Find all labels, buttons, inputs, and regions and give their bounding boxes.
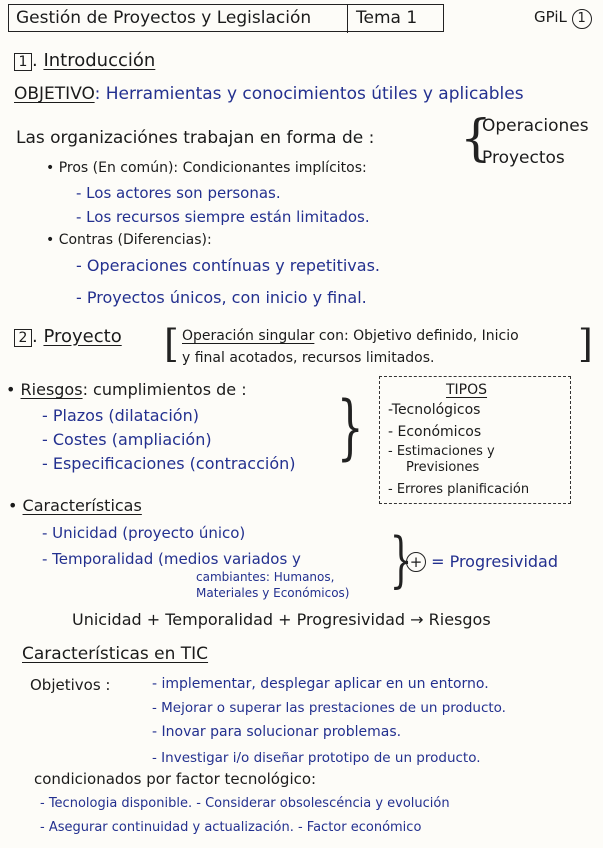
contras-item-1: - Operaciones contínuas y repetitivas. [76,256,380,275]
riesgos-label: Riesgos [20,380,83,399]
riesgos-brace: } [336,386,364,468]
caract-item-2: - Temporalidad (medios variados y [42,550,301,568]
objetivo-item-1: - implementar, desplegar aplicar en un entorno. [152,676,489,692]
definition-bracket-left: [ [164,322,179,366]
pros-item-1: - Los actores son personas. [76,184,281,202]
temporal-cont-1: cambiantes: Humanos, [196,570,335,584]
tic-title: Características en TIC [22,644,209,664]
organizations-text: Las organizaciónes trabajan en forma de : [16,128,375,148]
form-operaciones: Operaciones [482,116,589,136]
definition-bracket-right: ] [578,322,593,366]
tipos-item-5: - Errores planificación [388,482,530,497]
section-2-number: 2 [14,329,32,347]
section-1-heading: 1 . Introducción [14,50,155,71]
definition-underlined: Operación singular [182,328,315,344]
riesgos-item-3: - Especificaciones (contracción) [42,454,296,473]
pros-label: • Pros (En común): Condicionantes implícitos: [46,160,367,176]
tipos-item-1: -Tecnológicos [388,402,481,418]
caract-brace: } [389,525,413,595]
forms-brace: { [460,109,492,167]
definition-rest: con: Objetivo definido, Inicio [314,328,519,344]
tipos-title: TIPOS [446,382,488,398]
temporal-cont-2: Materiales y Económicos) [196,586,350,600]
course-code-text: GPiL [534,8,567,26]
header-divider [347,4,348,33]
objetivo-item-3: - Inovar para solucionar problemas. [152,724,402,740]
risk-equation: Unicidad + Temporalidad + Progresividad → Riesgos [72,610,491,629]
objetivo-item-4: - Investigar i/o diseñar prototipo de un producto. [152,750,481,766]
contras-label: • Contras (Diferencias): [46,232,212,248]
contras-item-2: - Proyectos únicos, con inicio y final. [76,288,367,307]
tipos-item-3: - Estimaciones y [388,444,495,459]
tipos-item-4: Previsiones [406,460,480,475]
caract-item-1: - Unicidad (proyecto único) [42,524,246,542]
riesgos-item-1: - Plazos (dilatación) [42,406,199,425]
objective-label: OBJETIVO [14,84,95,104]
section-2-title: Proyecto [43,326,122,347]
form-proyectos: Proyectos [482,148,565,168]
section-1-number: 1 [14,53,32,71]
section-1-title: Introducción [43,50,156,71]
course-code [534,8,592,29]
caract-label: Características [22,496,142,515]
riesgos-item-2: - Costes (ampliación) [42,430,212,449]
pros-item-2: - Los recursos siempre están limitados. [76,208,370,226]
condicionados-text: condicionados por factor tecnológico: [34,770,317,788]
page-number: 1 [572,9,592,29]
progresividad-line [406,552,558,572]
objective-line [14,84,524,104]
topic-label: Tema 1 [356,8,418,28]
definition-line-2: y final acotados, recursos limitados. [182,350,435,366]
caract-line: • Características [8,496,142,515]
progresividad-text: = Progresividad [431,552,559,571]
cond-line-1: - Tecnologia disponible. - Considerar obsolescéncia y evolución [40,796,450,811]
objetivos-label: Objetivos : [30,676,111,694]
riesgos-line: • Riesgos: cumplimientos de : [6,380,247,399]
plus-circle-icon: + [406,552,426,572]
section-2-heading: 2 . Proyecto [14,326,122,347]
objective-text: : Herramientas y conocimientos útiles y aplicables [94,84,524,104]
objetivo-item-2: - Mejorar o superar las prestaciones de un producto. [152,700,506,716]
cond-line-2: - Asegurar continuidad y actualización. - Factor económico [40,820,422,835]
tipos-item-2: - Económicos [388,424,482,440]
definition-line-1 [182,328,519,344]
riesgos-suffix: : cumplimientos de : [82,380,247,399]
document-title: Gestión de Proyectos y Legislación [16,8,312,28]
